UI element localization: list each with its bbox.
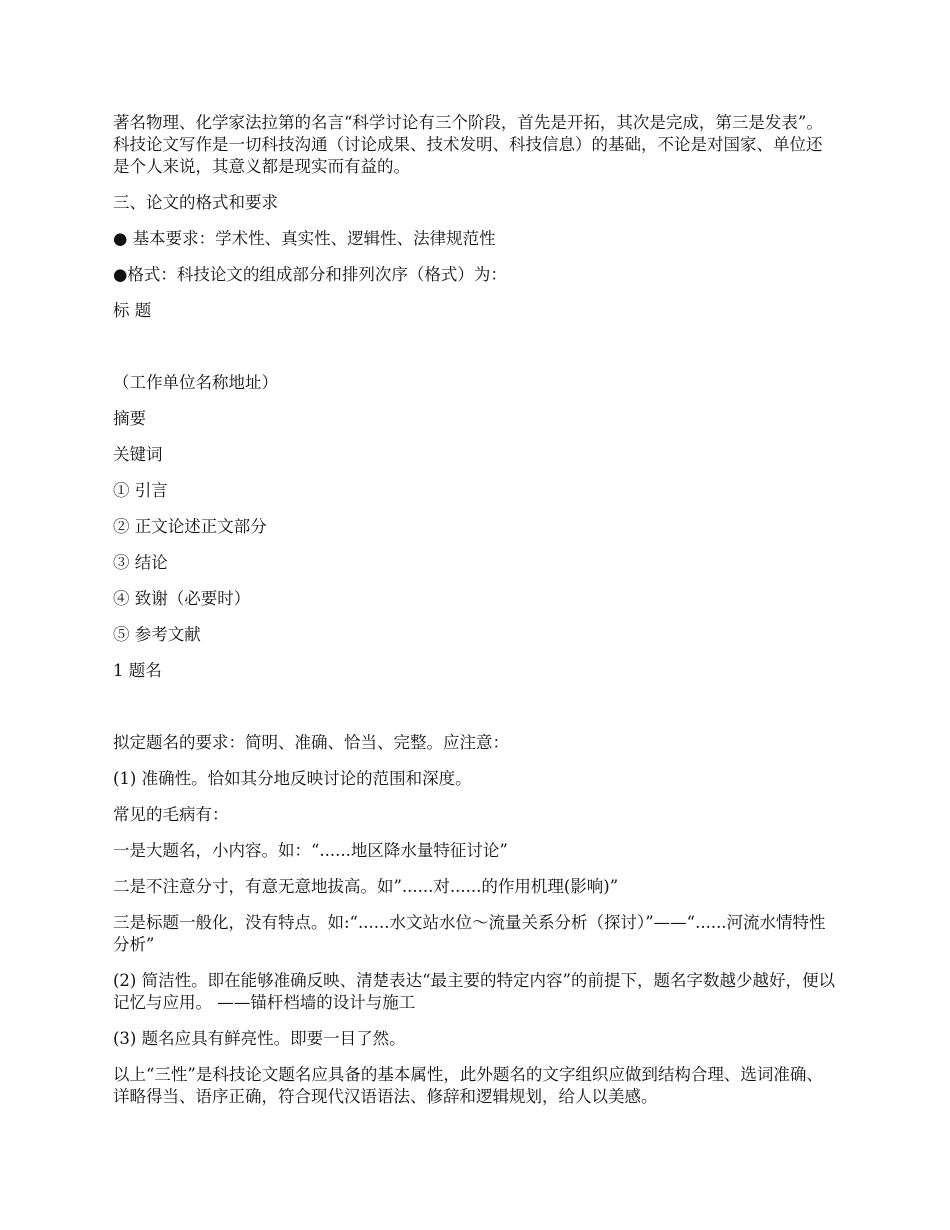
document-page xyxy=(113,112,838,1122)
section-heading-format: 三、论文的格式和要求 xyxy=(113,193,278,212)
format-item-introduction: ① 引言 xyxy=(113,481,168,500)
format-item-title: 标 题 xyxy=(113,301,152,320)
bullet-format: ●格式：科技论文的组成部分和排列次序（格式）为： xyxy=(113,265,507,284)
format-item-abstract: 摘要 xyxy=(113,409,146,428)
summary-paragraph: 以上“三性”是科技论文题名应具备的基本属性，此外题名的文字组织应做到结构合理、选词准确、详略得当、语序正确，符合现代汉语语法、修辞和逻辑规划，给人以美感。 xyxy=(113,1065,823,1106)
bullet-basic-requirements: ● 基本要求：学术性、真实性、逻辑性、法律规范性 xyxy=(113,229,496,248)
problem-three: 三是标题一般化，没有特点。如:“......水文站水位～流量关系分析（探讨）”——“......河流水情特性分析” xyxy=(113,913,826,954)
intro-paragraph: 著名物理、化学家法拉第的名言“科学讨论有三个阶段，首先是开拓，其次是完成，第三是发表”。科技论文写作是一切科技沟通（讨论成果、技术发明、科技信息）的基础，不论是对国家、单位还是个人来说，其意义都是现实而有益的。 xyxy=(113,113,823,176)
format-item-body: ② 正文论述正文部分 xyxy=(113,517,267,536)
format-item-conclusion: ③ 结论 xyxy=(113,553,168,572)
format-item-acknowledgement: ④ 致谢（必要时） xyxy=(113,589,251,608)
distinctiveness-point: (3) 题名应具有鲜亮性。即要一目了然。 xyxy=(113,1029,406,1048)
format-item-affiliation: （工作单位名称地址） xyxy=(113,373,278,392)
conciseness-point: (2) 简洁性。即在能够准确反映、清楚表达“最主要的特定内容”的前提下，题名字数越少越好，便以记忆与应用。 ——锚杆档墙的设计与施工 xyxy=(113,971,835,1012)
problem-two: 二是不注意分寸，有意无意地拔高。如”......对......的作用机理(影响)” xyxy=(113,877,619,896)
accuracy-point: (1) 准确性。恰如其分地反映讨论的范围和深度。 xyxy=(113,769,472,788)
title-requirements: 拟定题名的要求：简明、准确、恰当、完整。应注意： xyxy=(113,733,509,752)
blank-line xyxy=(113,336,838,372)
format-item-references: ⑤ 参考文献 xyxy=(113,625,201,644)
subsection-heading-title: 1 题名 xyxy=(113,661,162,680)
common-problems-label: 常见的毛病有： xyxy=(113,805,229,824)
blank-line xyxy=(113,696,838,732)
problem-one: 一是大题名，小内容。如：“......地区降水量特征讨论” xyxy=(113,841,508,860)
format-item-keywords: 关键词 xyxy=(113,445,163,464)
